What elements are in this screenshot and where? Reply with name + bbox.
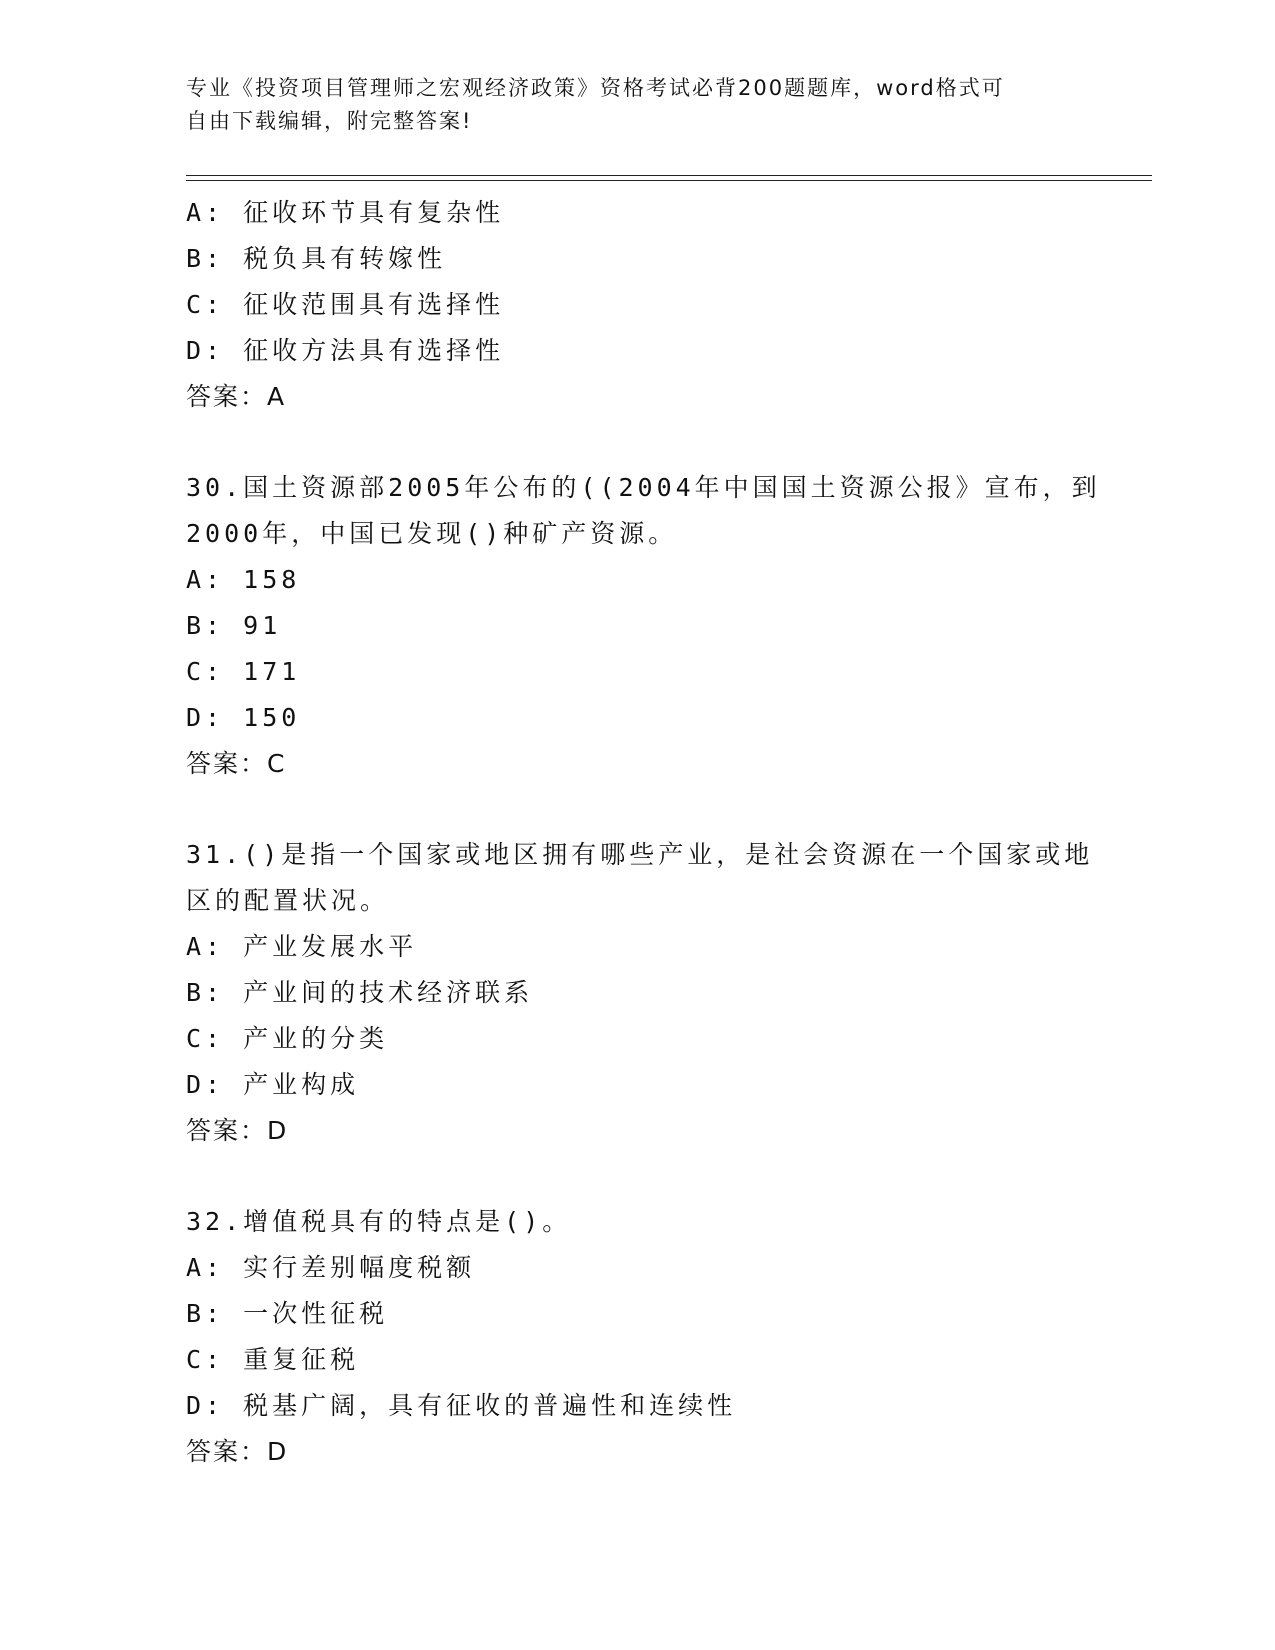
option-a: A: 征收环节具有复杂性 bbox=[186, 198, 505, 227]
option-c: C: 171 bbox=[186, 657, 301, 686]
answer-line: 答案：A bbox=[186, 382, 287, 411]
question-gap bbox=[186, 1154, 1086, 1199]
option-d: D: 征收方法具有选择性 bbox=[186, 336, 505, 365]
option-a: A: 158 bbox=[186, 565, 301, 594]
header-rule-bottom bbox=[186, 180, 1152, 181]
question-stem-line-1: 32.增值税具有的特点是()。 bbox=[186, 1207, 572, 1236]
question-list bbox=[186, 190, 1101, 1475]
question-stem-line-2: 2000年，中国已发现()种矿产资源。 bbox=[186, 519, 678, 548]
option-c: C: 征收范围具有选择性 bbox=[186, 290, 505, 319]
option-d: D: 150 bbox=[186, 703, 301, 732]
option-a: A: 产业发展水平 bbox=[186, 932, 418, 961]
question-30 bbox=[186, 465, 1101, 787]
question-stem-line-1: 31.()是指一个国家或地区拥有哪些产业，是社会资源在一个国家或地 bbox=[186, 840, 1094, 869]
option-d: D: 产业构成 bbox=[186, 1070, 360, 1099]
option-c: C: 重复征税 bbox=[186, 1345, 360, 1374]
question-gap bbox=[186, 787, 1086, 832]
option-d: D: 税基广阔，具有征收的普遍性和连续性 bbox=[186, 1391, 737, 1420]
question-gap bbox=[186, 420, 1086, 465]
option-b: B: 税负具有转嫁性 bbox=[186, 244, 447, 273]
document-header bbox=[186, 72, 1066, 138]
option-c: C: 产业的分类 bbox=[186, 1024, 389, 1053]
question-31 bbox=[186, 832, 1094, 1154]
answer-line: 答案：D bbox=[186, 1116, 289, 1145]
header-line-2: 自由下载编辑，附完整答案! bbox=[186, 109, 473, 133]
question-29 bbox=[186, 190, 1086, 420]
header-rule-top bbox=[186, 175, 1152, 176]
option-b: B: 一次性征税 bbox=[186, 1299, 389, 1328]
question-stem-line-1: 30.国土资源部2005年公布的((2004年中国国土资源公报》宣布，到 bbox=[186, 473, 1101, 502]
option-b: B: 产业间的技术经济联系 bbox=[186, 978, 534, 1007]
question-32 bbox=[186, 1199, 1086, 1475]
option-b: B: 91 bbox=[186, 611, 282, 640]
answer-line: 答案：C bbox=[186, 749, 287, 778]
question-stem-line-2: 区的配置状况。 bbox=[186, 886, 390, 915]
header-line-1: 专业《投资项目管理师之宏观经济政策》资格考试必背200题题库，word格式可 bbox=[186, 76, 1005, 100]
option-a: A: 实行差别幅度税额 bbox=[186, 1253, 476, 1282]
answer-line: 答案：D bbox=[186, 1437, 289, 1466]
